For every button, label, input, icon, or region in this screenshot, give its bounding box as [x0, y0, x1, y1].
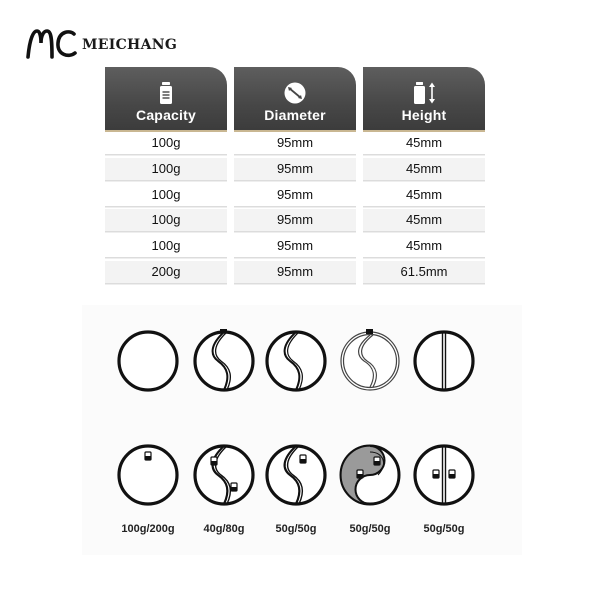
yin-yang-ring-icon	[341, 446, 399, 504]
s-curve-compartment-ring-icon	[267, 446, 325, 504]
diameter-icon	[281, 81, 309, 105]
table-cell: 95mm	[234, 158, 356, 181]
height-column	[363, 67, 485, 284]
ring-caption: 100g/200g	[121, 523, 175, 535]
ring-caption: 50g/50g	[349, 523, 391, 535]
table-cell: 95mm	[234, 209, 356, 232]
capacity-column	[105, 67, 227, 284]
single-compartment-ring-icon	[119, 446, 177, 504]
s-curve-ring-icon	[195, 329, 253, 390]
diameter-label: Diameter	[264, 107, 326, 123]
table-cell: 95mm	[234, 235, 356, 258]
table-cell: 45mm	[363, 209, 485, 232]
table-cell: 100g	[105, 184, 227, 207]
diameter-column	[234, 67, 356, 284]
table-cell: 95mm	[234, 261, 356, 284]
split-ring-icon	[415, 332, 473, 390]
height-label: Height	[401, 107, 447, 123]
ring-caption: 40g/80g	[203, 523, 245, 535]
table-cell: 45mm	[363, 235, 485, 258]
table-cell: 200g	[105, 261, 227, 284]
capacity-label: Capacity	[136, 107, 196, 123]
table-cell: 100g	[105, 132, 227, 155]
height-header	[363, 67, 485, 132]
ring-captions	[0, 523, 600, 543]
table-cell: 61.5mm	[363, 261, 485, 284]
s-curve-ring-light-icon	[341, 329, 399, 390]
ring-caption: 50g/50g	[275, 523, 317, 535]
ring-diagrams	[82, 305, 522, 555]
s-curve-compartment-ring-icon	[195, 446, 253, 504]
split-compartment-ring-icon	[415, 446, 473, 504]
capacity-header	[105, 67, 227, 132]
table-cell: 100g	[105, 209, 227, 232]
table-cell: 45mm	[363, 184, 485, 207]
s-curve-ring-icon	[267, 332, 325, 390]
table-cell: 100g	[105, 235, 227, 258]
table-cell: 45mm	[363, 132, 485, 155]
height-icon	[410, 81, 438, 105]
diameter-header	[234, 67, 356, 132]
brand-logo	[26, 26, 177, 60]
spec-table	[0, 67, 600, 287]
table-cell: 95mm	[234, 184, 356, 207]
brand-name: MEICHANG	[82, 37, 178, 53]
ring-styles-panel	[82, 305, 522, 555]
table-cell: 95mm	[234, 132, 356, 155]
mc-logo-icon	[26, 26, 78, 60]
jar-icon	[152, 81, 180, 105]
ring-caption: 50g/50g	[423, 523, 465, 535]
plain-ring-icon	[119, 332, 177, 390]
table-cell: 45mm	[363, 158, 485, 181]
table-cell: 100g	[105, 158, 227, 181]
